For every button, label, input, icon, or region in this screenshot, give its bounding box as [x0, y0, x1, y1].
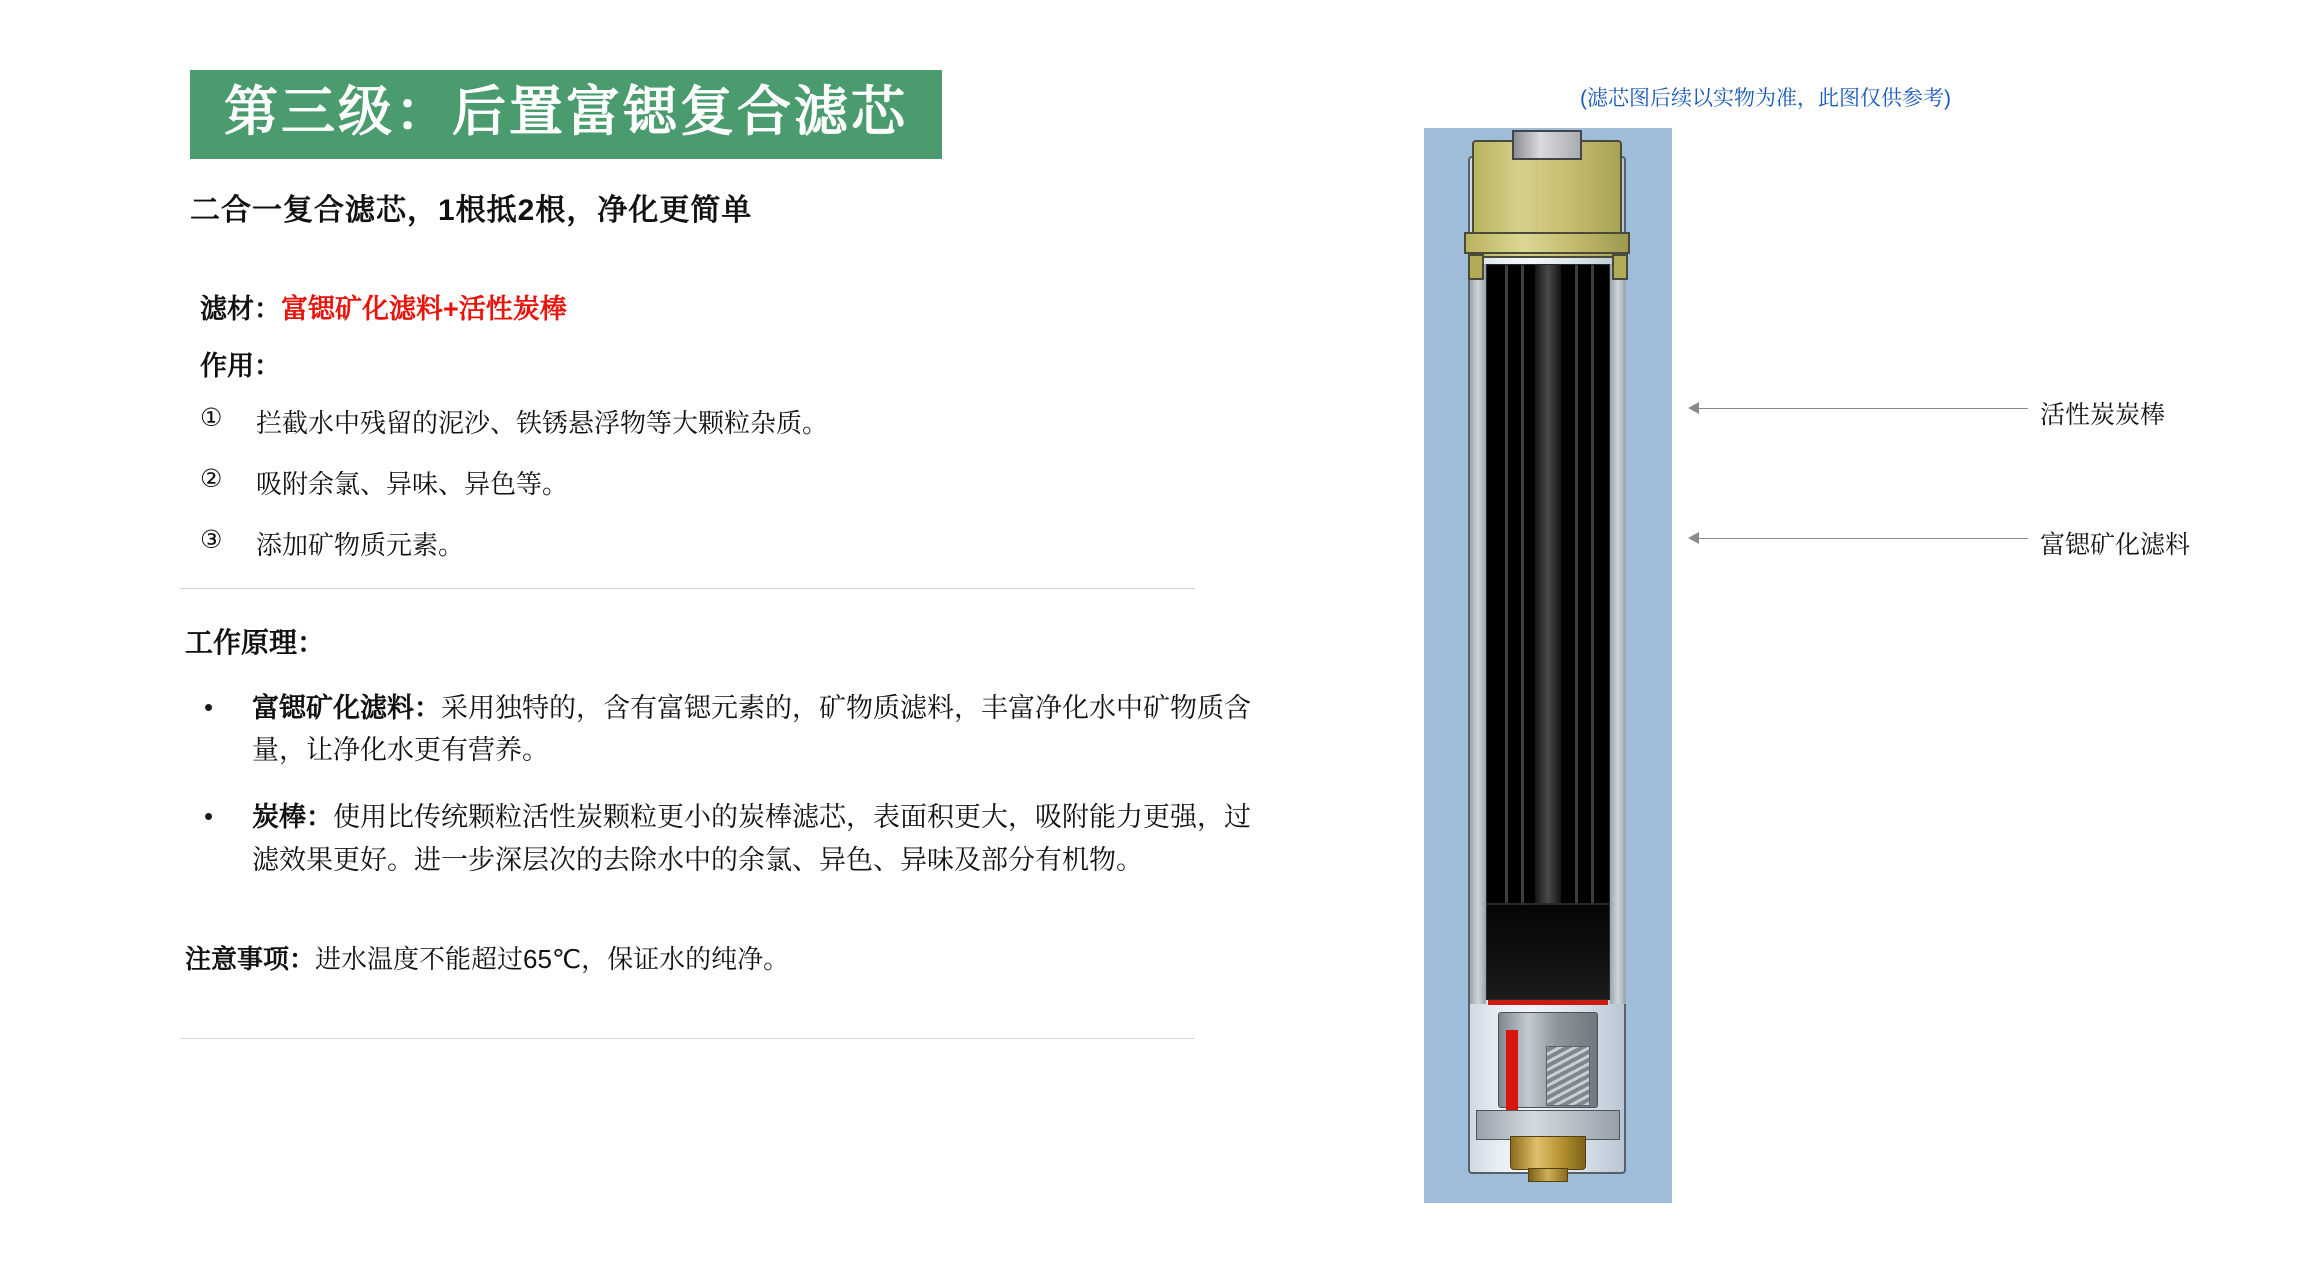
bullet-marker: •	[204, 691, 214, 722]
list-item-number: ①	[200, 403, 223, 432]
filter-material-label: 滤材：	[200, 293, 281, 324]
filter-material-line	[200, 287, 1370, 326]
role-label: 作用：	[200, 350, 281, 381]
cap-ear-right	[1612, 254, 1628, 280]
red-indicator-rod	[1506, 1030, 1518, 1116]
filter-cartridge-illustration	[1424, 128, 1672, 1203]
carbon-stripe	[1591, 265, 1594, 903]
carbon-stripe	[1521, 265, 1524, 903]
list-item	[200, 796, 1370, 881]
bullet-text	[252, 687, 1262, 772]
activated-carbon-block	[1486, 264, 1610, 904]
callout-arrow-icon	[1688, 402, 1699, 414]
cap-ear-left	[1468, 254, 1484, 280]
callout-leader-line	[1698, 538, 2028, 539]
list-item-text: 吸附余氯、异味、异色等。	[256, 468, 569, 499]
callout-leader-line	[1698, 408, 2028, 409]
bottom-divider	[180, 1038, 1195, 1039]
list-item	[200, 525, 1370, 562]
list-item	[200, 464, 1370, 501]
cartridge-channel-left	[1470, 264, 1486, 1004]
red-seal-line	[1488, 1000, 1608, 1005]
carbon-stripe	[1505, 265, 1508, 903]
diagram-disclaimer-note: (滤芯图后续以实物为准，此图仅供参考)	[1580, 87, 1951, 110]
brass-nozzle	[1510, 1136, 1586, 1170]
list-item-number: ②	[200, 464, 223, 493]
bullet-term: 炭棒：	[252, 802, 333, 832]
cartridge-cap-rim	[1464, 232, 1630, 254]
spec-block	[185, 287, 1370, 1040]
strontium-mineral-media	[1486, 904, 1610, 1000]
diagram-column	[1400, 0, 2300, 1283]
bullet-text	[252, 796, 1262, 881]
principle-list	[200, 687, 1370, 882]
role-list	[200, 403, 1370, 562]
valve-spring	[1546, 1046, 1590, 1106]
carbon-stripe	[1575, 265, 1578, 903]
list-item	[200, 403, 1370, 440]
callout-arrow-icon	[1688, 532, 1699, 544]
callout-label-carbon: 活性炭炭棒	[2040, 401, 2166, 429]
filter-material-value: 富锶矿化滤料+活性炭棒	[281, 293, 567, 324]
list-item	[200, 687, 1370, 772]
page-subtitle: 二合一复合滤芯，1根抵2根，净化更简单	[190, 193, 753, 227]
bullet-body: 采用独特的，含有富锶元素的，矿物质滤料，丰富净化水中矿物质含量，让净化水更有营养。	[252, 692, 1251, 766]
callout-label-mineral: 富锶矿化滤料	[2040, 531, 2191, 559]
list-item-text: 添加矿物质元素。	[256, 529, 465, 560]
notice-text: 进水温度不能超过65℃，保证水的纯净。	[315, 944, 790, 975]
bullet-term: 富锶矿化滤料：	[252, 692, 441, 723]
bullet-marker: •	[204, 801, 214, 831]
cartridge-channel-right	[1610, 264, 1626, 1004]
carbon-core	[1535, 265, 1561, 903]
cartridge-neck	[1512, 130, 1582, 160]
page-title-banner: 第三级：后置富锶复合滤芯	[190, 70, 942, 159]
principle-title: 工作原理：	[185, 626, 326, 658]
content-column	[185, 70, 1370, 1039]
list-item-number: ③	[200, 525, 223, 554]
section-divider	[180, 588, 1195, 589]
bullet-body: 使用比传统颗粒活性炭颗粒更小的炭棒滤芯，表面积更大，吸附能力更强，过滤效果更好。进一步深层次的去除水中的余氯、异色、异味及部分有机物。	[252, 802, 1251, 875]
brass-nozzle-tip	[1528, 1168, 1568, 1182]
notice-label: 注意事项：	[185, 944, 316, 975]
notice-line	[185, 939, 1370, 976]
list-item-text: 拦截水中残留的泥沙、铁锈悬浮物等大颗粒杂质。	[256, 407, 829, 438]
